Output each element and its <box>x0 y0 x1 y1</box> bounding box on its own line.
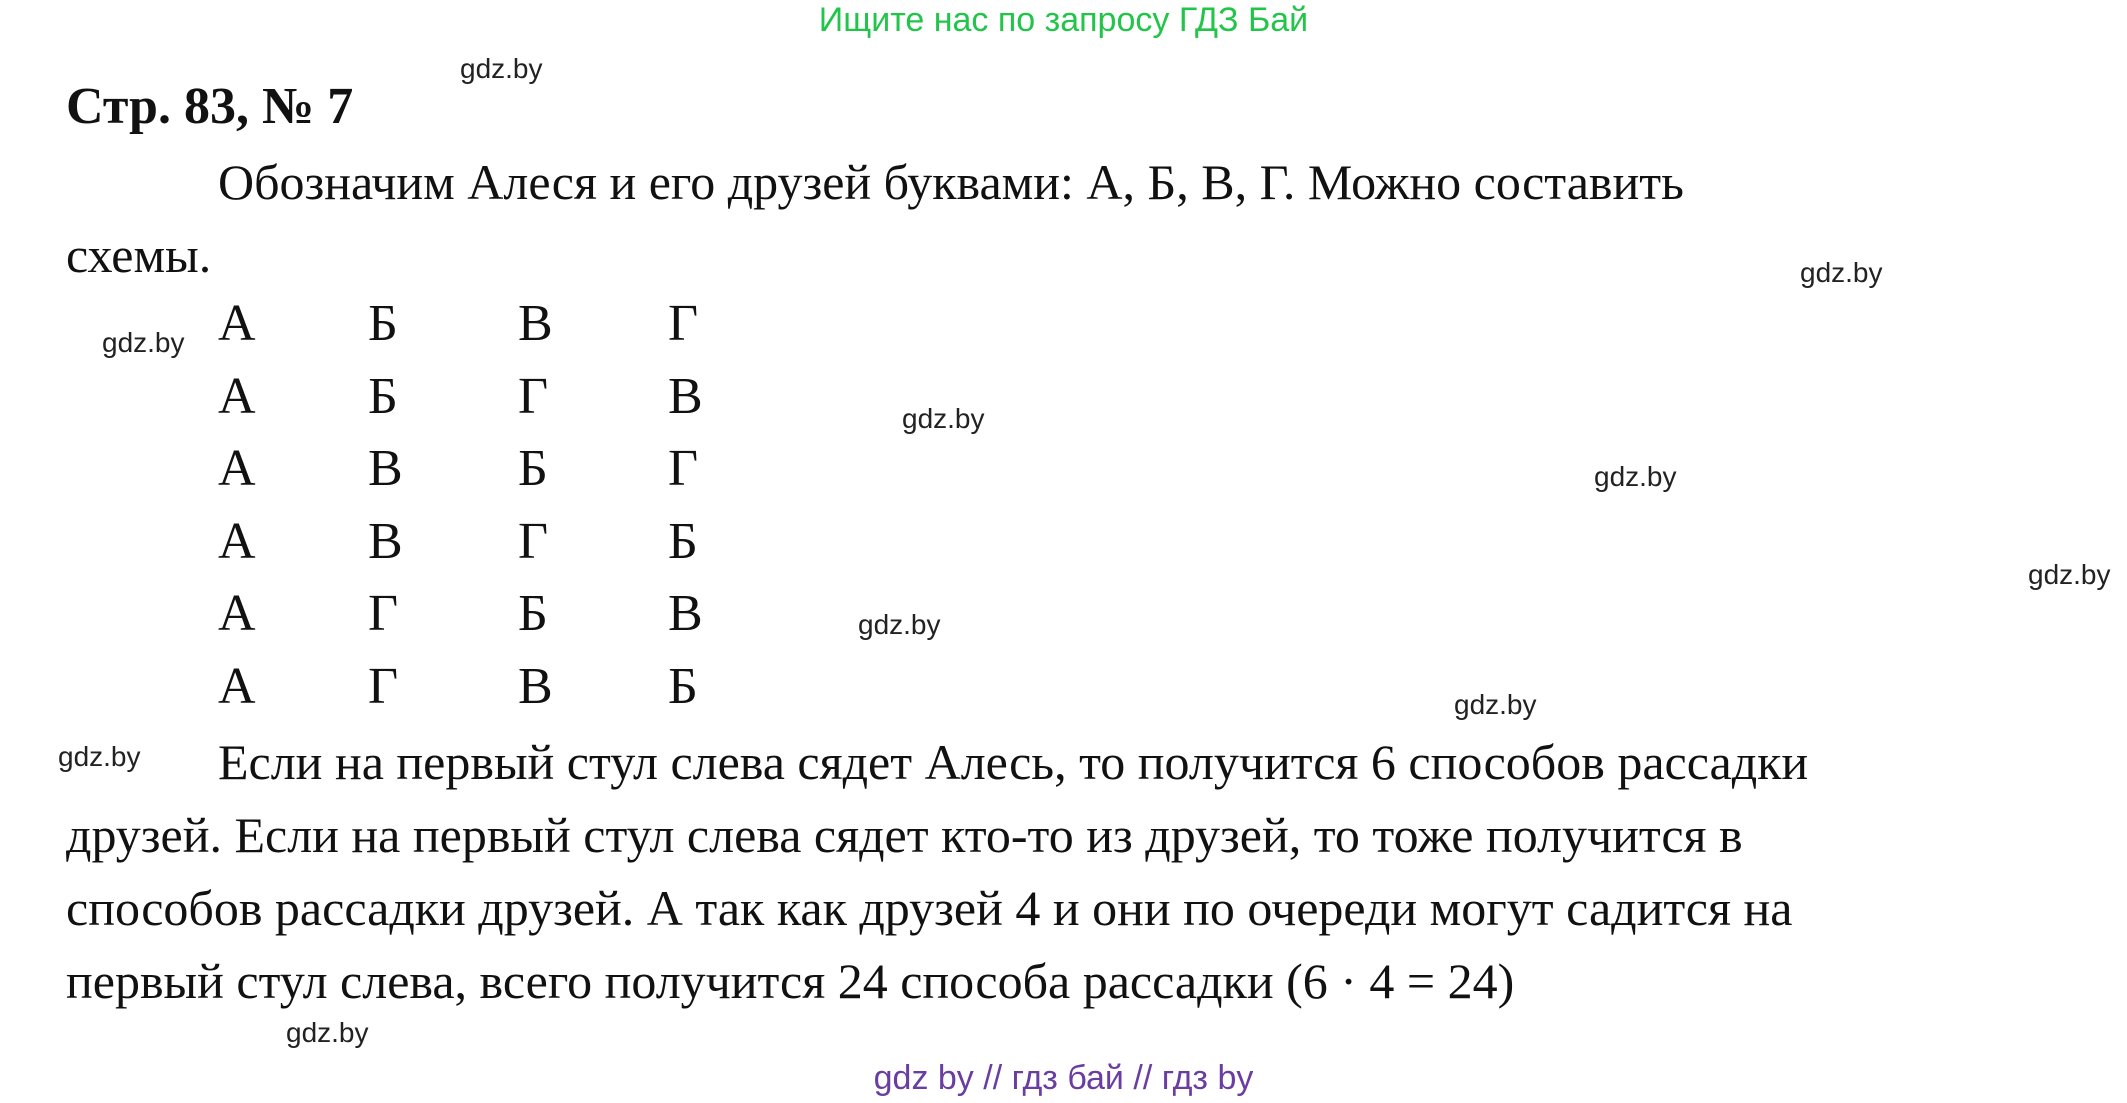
conclusion-line: друзей. Если на первый стул слева сядет кто-то из друзей, то тоже получится в <box>66 807 1743 863</box>
scheme-cell: В <box>368 440 403 498</box>
scheme-cell: Б <box>368 295 398 353</box>
scheme-cell: А <box>218 367 256 425</box>
scheme-cell: А <box>218 585 256 643</box>
conclusion-line: Если на первый стул слева сядет Алесь, то получится 6 способов рассадки <box>218 734 1809 790</box>
scheme-cell: Б <box>668 512 698 570</box>
watermark: gdz.by <box>58 741 141 772</box>
scheme-row <box>218 506 818 579</box>
intro-line: схемы. <box>66 227 212 283</box>
scheme-cell: В <box>668 585 703 643</box>
scheme-cell: Б <box>668 657 698 715</box>
scheme-cell: Г <box>368 585 399 643</box>
scheme-cell: Б <box>518 440 548 498</box>
scheme-cell: А <box>218 657 256 715</box>
conclusion-line: первый стул слева, всего получится 24 способа рассадки (6 · 4 = 24) <box>66 953 1515 1009</box>
scheme-cell: Г <box>518 367 549 425</box>
watermark: gdz.by <box>1454 689 1537 720</box>
scheme-row <box>218 361 818 434</box>
scheme-cell: Г <box>668 295 699 353</box>
scheme-cell: А <box>218 512 256 570</box>
watermark: gdz.by <box>902 403 985 434</box>
scheme-cell: В <box>668 367 703 425</box>
scheme-row <box>218 578 818 651</box>
top-banner: Ищите нас по запросу ГДЗ Бай <box>818 1 1309 39</box>
scheme-row <box>218 288 818 361</box>
scheme-cell: В <box>518 295 553 353</box>
page-title: Стр. 83, № 7 <box>66 78 354 135</box>
scheme-cell: Г <box>368 657 399 715</box>
scheme-cell: А <box>218 440 256 498</box>
conclusion-line: способов рассадки друзей. А так как друзей 4 и они по очереди могут садится на <box>66 880 1793 936</box>
watermark: gdz.by <box>102 327 185 358</box>
intro-line: Обозначим Алеся и его друзей буквами: А, Б, В, Г. Можно составить <box>218 154 1684 210</box>
watermark: gdz.by <box>286 1017 369 1048</box>
conclusion-paragraph <box>66 726 2096 1018</box>
watermark: gdz.by <box>2028 559 2111 590</box>
scheme-cell: А <box>218 295 256 353</box>
scheme-cell: В <box>518 657 553 715</box>
watermark: gdz.by <box>1594 461 1677 492</box>
scheme-cell: Б <box>368 367 398 425</box>
intro-paragraph <box>66 146 2096 292</box>
scheme-row <box>218 433 818 506</box>
scheme-cell: В <box>368 512 403 570</box>
watermark: gdz.by <box>460 53 543 84</box>
watermark: gdz.by <box>858 609 941 640</box>
scheme-row <box>218 651 818 724</box>
footer-links: gdz by // гдз бай // гдз by <box>873 1059 1254 1097</box>
scheme-cell: Г <box>518 512 549 570</box>
scheme-cell: Г <box>668 440 699 498</box>
watermark: gdz.by <box>1800 257 1883 288</box>
seating-schemes <box>218 288 818 723</box>
scheme-cell: Б <box>518 585 548 643</box>
